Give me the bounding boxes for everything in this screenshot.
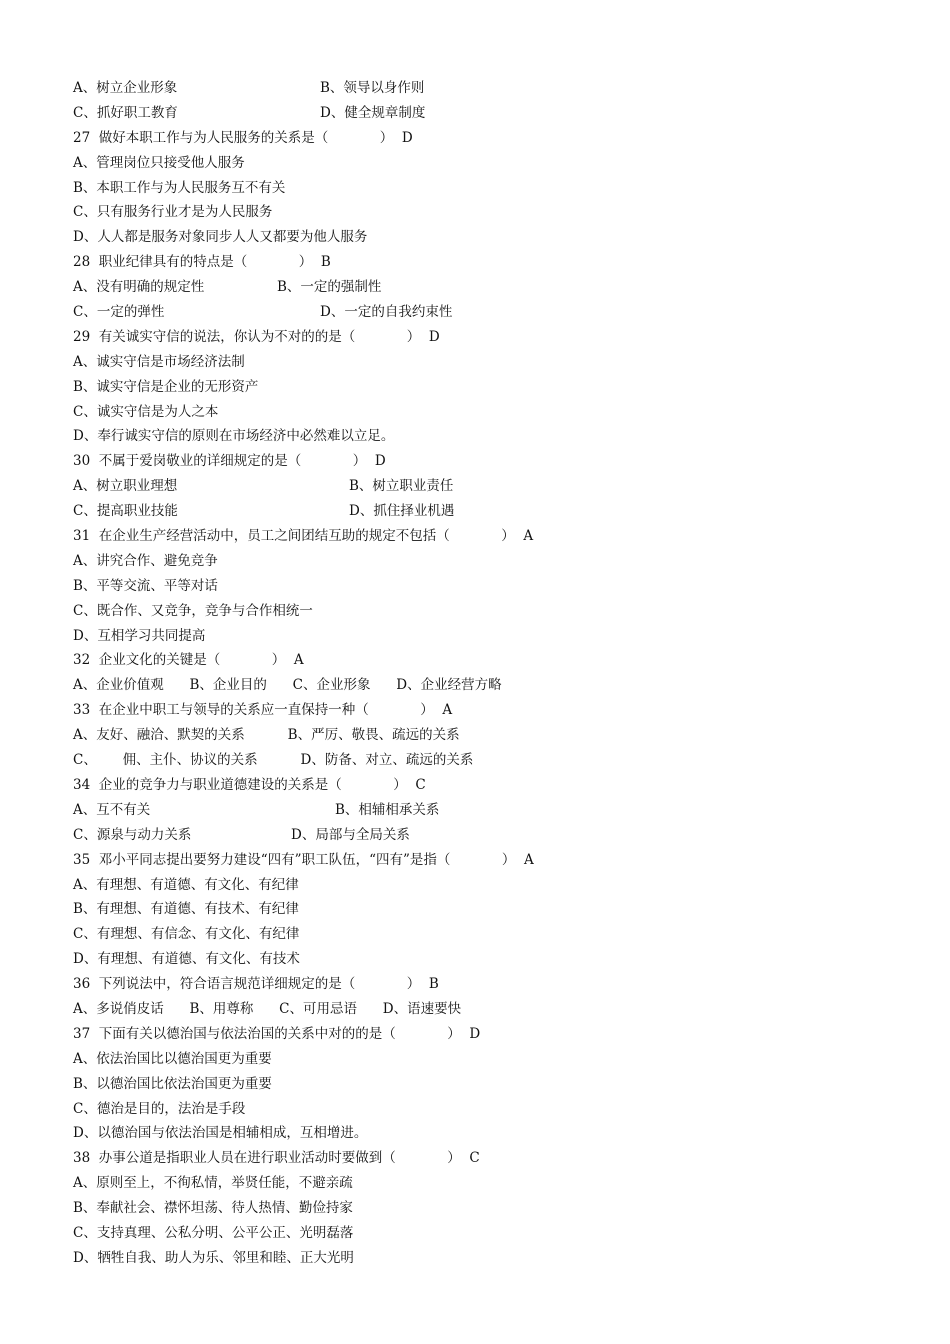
option-line: A、友好、融洽、默契的关系 B、严厉、敬畏、疏远的关系 — [73, 727, 460, 744]
option-text: B、领导以身作则 — [320, 80, 425, 96]
option-line: C、德治是目的，法治是手段 — [73, 1100, 246, 1117]
question-line: 38 办事公道是指职业人员在进行职业活动时要做到（ ） C — [73, 1150, 480, 1167]
option-line: D、有理想、有道德、有文化、有技术 — [73, 951, 300, 968]
option-text: C、一定的弹性 — [73, 304, 165, 321]
option-text: C、提高职业技能 — [73, 503, 178, 520]
option-line: D、人人都是服务对象同步人人又都要为他人服务 — [73, 229, 368, 246]
option-line: D、互相学习共同提高 — [73, 627, 206, 644]
option-line: C、既合作、又竞争，竞争与合作相统一 — [73, 602, 313, 619]
option-row — [73, 474, 893, 499]
option-line: A、企业价值观 B、企业目的 C、企业形象 D、企业经营方略 — [73, 677, 502, 694]
option-row — [73, 798, 893, 823]
question-line: 27 做好本职工作与为人民服务的关系是（ ） D — [73, 129, 413, 146]
option-line: A、诚实守信是市场经济法制 — [73, 353, 245, 370]
question-line: 34 企业的竞争力与职业道德建设的关系是（ ） C — [73, 776, 426, 793]
option-line: B、以德治国比依法治国更为重要 — [73, 1075, 272, 1092]
option-line: A、依法治国比以德治国更为重要 — [73, 1050, 272, 1067]
document-page — [73, 76, 893, 1271]
question-line: 35 邓小平同志提出要努力建设“四有”职工队伍，“四有”是指（ ） A — [73, 851, 534, 868]
option-text: B、树立职业责任 — [349, 478, 454, 495]
option-text: D、局部与全局关系 — [291, 826, 410, 843]
option-text: D、健全规章制度 — [320, 104, 426, 121]
option-line: A、多说俏皮话 B、用尊称 C、可用忌语 D、语速要快 — [73, 1000, 462, 1017]
option-line: B、平等交流、平等对话 — [73, 577, 218, 594]
option-row — [73, 275, 893, 300]
question-line: 29 有关诚实守信的说法，你认为不对的的是（ ） D — [73, 328, 440, 345]
option-text: C、源泉与动力关系 — [73, 826, 192, 843]
option-line: A、有理想、有道德、有文化、有纪律 — [73, 876, 299, 893]
question-line: 30 不属于爱岗敬业的详细规定的是（ ） D — [73, 453, 386, 470]
option-line: A、原则至上，不徇私情，举贤任能，不避亲疏 — [73, 1175, 353, 1192]
option-line: B、奉献社会、襟怀坦荡、待人热情、勤俭持家 — [73, 1200, 353, 1217]
question-line: 36 下列说法中，符合语言规范详细规定的是（ ） B — [73, 976, 439, 993]
option-line: B、有理想、有道德、有技术、有纪律 — [73, 901, 299, 918]
question-list — [73, 76, 893, 1271]
option-line: C、诚实守信是为人之本 — [73, 403, 219, 420]
option-line: B、诚实守信是企业的无形资产 — [73, 378, 259, 395]
option-line: A、管理岗位只接受他人服务 — [73, 154, 245, 171]
option-text: D、一定的自我约束性 — [320, 304, 453, 321]
option-text: B、一定的强制性 — [277, 279, 382, 296]
option-line: D、以德治国与依法治国是相辅相成，互相增进。 — [73, 1125, 368, 1142]
question-line: 32 企业文化的关键是（ ） A — [73, 652, 304, 669]
question-line: 31 在企业生产经营活动中，员工之间团结互助的规定不包括（ ） A — [73, 528, 534, 545]
option-text: A、没有明确的规定性 — [73, 279, 205, 296]
question-line: 37 下面有关以德治国与依法治国的关系中对的的是（ ） D — [73, 1025, 481, 1042]
option-line: C、支持真理、公私分明、公平公正、光明磊落 — [73, 1224, 354, 1241]
question-line: 28 职业纪律具有的特点是（ ） B — [73, 254, 331, 271]
option-row — [73, 300, 893, 325]
option-text: D、抓住择业机遇 — [349, 503, 455, 520]
option-row — [73, 76, 893, 101]
option-line: C、只有服务行业才是为人民服务 — [73, 204, 273, 221]
question-line: 33 在企业中职工与领导的关系应一直保持一种（ ） A — [73, 702, 453, 719]
option-line: C、 佣、主仆、协议的关系 D、防备、对立、疏远的关系 — [73, 752, 474, 769]
option-line: D、奉行诚实守信的原则在市场经济中必然难以立足。 — [73, 428, 395, 445]
option-row — [73, 823, 893, 848]
option-line: A、讲究合作、避免竞争 — [73, 552, 218, 569]
option-line: B、本职工作与为人民服务互不有关 — [73, 179, 286, 196]
option-line: D、牺牲自我、助人为乐、邻里和睦、正大光明 — [73, 1249, 354, 1266]
option-text: A、树立企业形象 — [73, 80, 178, 96]
option-row — [73, 499, 893, 524]
option-text: A、互不有关 — [73, 801, 151, 818]
option-row — [73, 101, 893, 126]
option-text: C、抓好职工教育 — [73, 104, 178, 121]
option-text: B、相辅相承关系 — [335, 801, 440, 818]
option-line: C、有理想、有信念、有文化、有纪律 — [73, 926, 300, 943]
option-text: A、树立职业理想 — [73, 478, 178, 495]
